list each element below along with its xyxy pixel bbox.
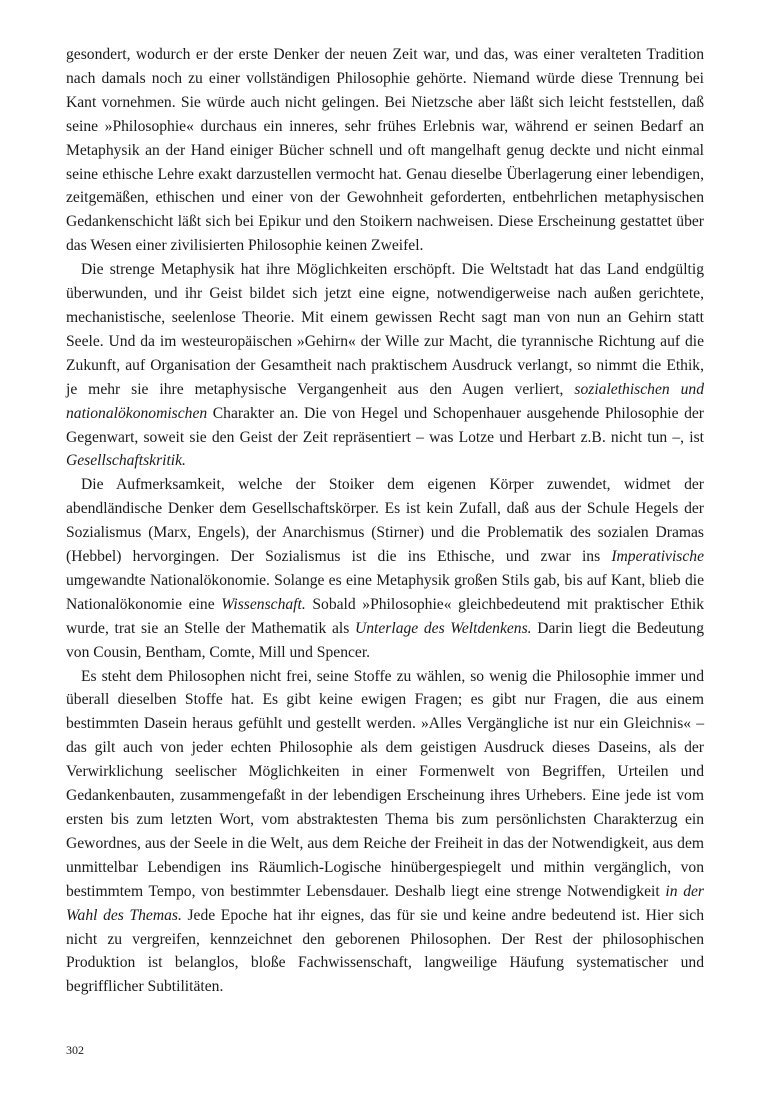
page-number: 302	[66, 1043, 84, 1057]
text-run: Die Aufmerksamkeit, welche der Stoiker dem eigenen Körper zuwendet, widmet der abendländische Denker dem Gesellschaftskörper. Es ist kein Zufall, daß aus der Schule Hegels der Sozialismus (Marx, Engels), der Anarchismus (Stirner) und die Problematik des sozialen Dramas (Hebbel) hervorgingen. Der Sozialismus ist die ins Ethische, und zwar ins	[66, 476, 704, 566]
paragraph-3	[66, 473, 704, 664]
text-run: Die strenge Metaphysik hat ihre Möglichkeiten erschöpft. Die Weltstadt hat das Land endgültig überwunden, und ihr Geist bildet sich jetzt eine eigne, notwendigerweise nach außen gerichtete, mechanistische, seelenlose Theorie. Mit einem gewissen Recht sagt man von nun an Gehirn statt Seele. Und da im westeuropäischen »Gehirn« der Wille zur Macht, die tyrannische Richtung auf die Zukunft, auf Organisation der Gesamtheit nach praktischem Ausdruck verlangt, so nimmt die Ethik, je mehr sie ihre metaphysische Vergangenheit aus den Augen verliert,	[66, 261, 704, 398]
text-run: Sobald »Philosophie« gleichbedeutend mit praktischer Ethik wurde, trat sie an Stelle der Mathematik als	[66, 595, 704, 637]
text-run: Jede Epoche hat ihr eignes, das für sie und keine andre bedeutend ist. Hier sich nicht zu vergreifen, kennzeichnet den geborenen Philosophen. Der Rest der philosophischen Produktion ist belanglos, bloße Fachwissenschaft, langweilige Häufung systematischer und begrifflicher Subtilitäten.	[66, 906, 705, 996]
italic-run: Gesellschaftskritik.	[66, 452, 186, 470]
italic-run: Imperativische	[611, 548, 704, 566]
text-run: Es steht dem Philosophen nicht frei, seine Stoffe zu wählen, so wenig die Philosophie immer und überall dieselben Stoffe hat. Es gibt keine ewigen Fragen; es gibt nur Fragen, die aus einem bestimmten Dasein heraus gefühlt und gestellt werden. »Alles Vergängliche ist nur ein Gleichnis« – das gilt auch von jeder echten Philosophie als dem geistigen Ausdruck dieses Daseins, als der Verwirklichung seelischer Möglichkeiten in einer Formenwelt von Begriffen, Urteilen und Gedankenbauten, zusammengefaßt in der lebendigen Erscheinung ihres Urhebers. Eine jede ist vom ersten bis zum letzten Wort, vom abstraktesten Thema bis zum persönlichsten Charakterzug ein Gewordnes, aus der Seele in die Welt, aus dem Reiche der Freiheit in das der Notwendigkeit, aus dem unmittelbar Lebendigen ins Räumlich-Logische hinübergespiegelt und mithin vergänglich, von bestimmtem Tempo, von bestimmter Lebensdauer. Deshalb liegt eine strenge Notwendigkeit	[66, 667, 704, 900]
text-run: Charakter an. Die von Hegel und Schopenhauer ausgehende Philosophie der Gegenwart, soweit sie den Geist der Zeit repräsentiert – was Lotze und Herbart z.B. nicht tun –, ist	[66, 404, 704, 446]
page-body	[66, 43, 704, 999]
text-run: gesondert, wodurch er der erste Denker der neuen Zeit war, und das, was einer veralteten Tradition nach damals noch zu einer vollständigen Philosophie gehörte. Niemand würde diese Trennung bei Kant vornehmen. Sie würde auch nicht gelingen. Bei Nietzsche aber läßt sich leicht feststellen, daß seine »Philosophie« durchaus ein inneres, sehr frühes Erlebnis war, während er seinen Bedarf an Metaphysik an der Hand einiger Bücher schnell und oft mangelhaft genug deckte und nicht einmal seine ethische Lehre exakt darzustellen vermocht hat. Genau dieselbe Überlagerung einer lebendigen, zeitgemäßen, ethischen und einer von der Gewohnheit geforderten, entbehrlichen metaphysischen Gedankenschicht läßt sich bei Epikur und den Stoikern nachweisen. Diese Erscheinung gestattet über das Wesen einer zivilisierten Philosophie keinen Zweifel.	[66, 46, 704, 255]
italic-run: Wissenschaft.	[221, 595, 306, 613]
paragraph-2	[66, 258, 704, 473]
italic-run: in der Wahl des Themas.	[66, 882, 704, 924]
italic-run: sozialethischen und nationalökonomischen	[66, 380, 704, 422]
paragraph-4	[66, 665, 704, 1000]
text-run: Darin liegt die Bedeutung von Cousin, Bentham, Comte, Mill und Spencer.	[66, 619, 704, 661]
text-run: umgewandte Nationalökonomie. Solange es eine Metaphysik großen Stils gab, bis auf Kant, blieb die Nationalökonomie eine	[66, 571, 704, 613]
paragraph-1	[66, 43, 704, 258]
italic-run: Unterlage des Weltdenkens.	[354, 619, 532, 637]
